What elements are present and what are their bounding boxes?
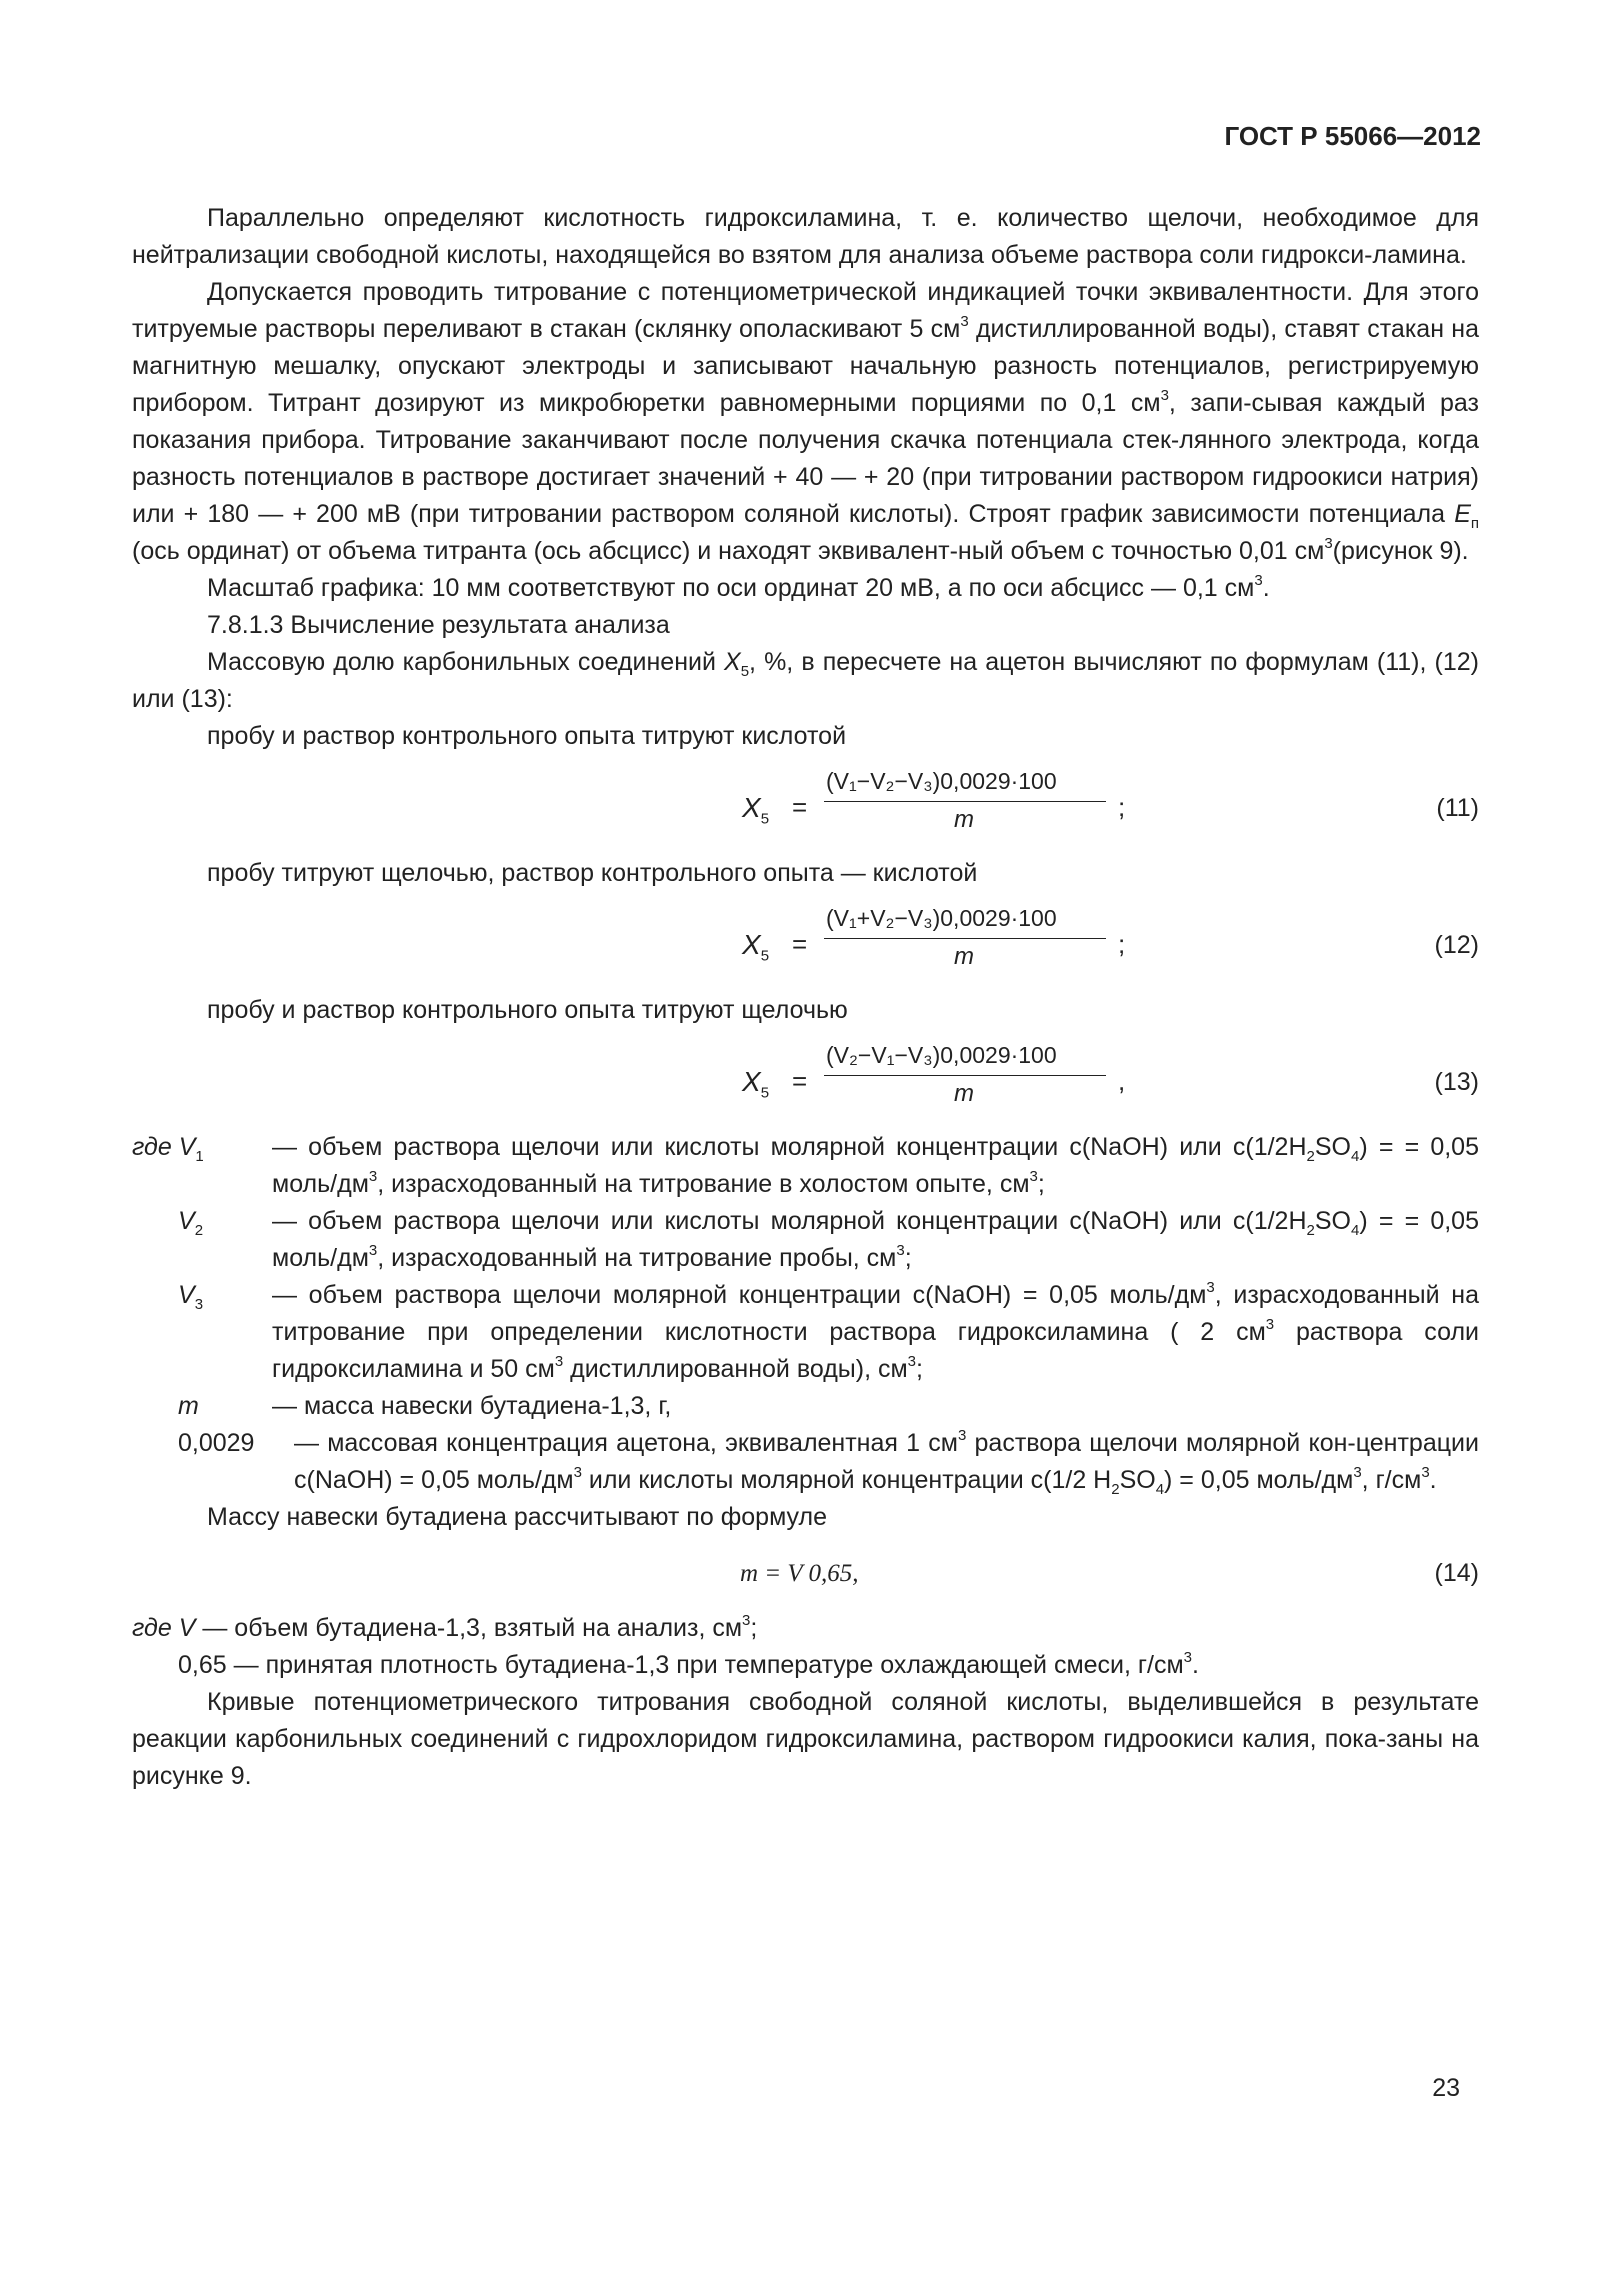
paragraph: Массовую долю карбонильных соединений $X_5$, %, в пересчете на ацетон вычисляют по формулам (11), (12) или (13): [132, 648, 1479, 713]
equation-number: (11) [1436, 794, 1479, 822]
definition-V: где V — объем бутадиена-1,3, взятый на анализ, $см^3$; [132, 1611, 758, 1642]
section-heading: 7.8.1.3 Вычисление результата анализа [207, 611, 670, 639]
definitions-list [132, 1129, 1479, 1499]
equation-number: (14) [1434, 1559, 1479, 1587]
definition-v3: $V_3$ — объем раствора щелочи молярной концентрации c(NaOH) = 0,05 моль/$дм^3$, израсходованный на титрование при определении кислотности раствора гидроксиламина ( 2 $см^3$ раствора соли гидроксиламина и 50 $см^3$ дистиллированной воды), $см^3$; [178, 1278, 1479, 1383]
formula-12: $X_5$ = (V₁+V₂−V₃)0,0029·100 m ; (12) [742, 905, 1479, 970]
definition-m: m — масса навески бутадиена-1,3, г, [178, 1392, 672, 1420]
paragraph: Допускается проводить титрование с потенциометрической индикацией точки эквивалентности. Для этого титруемые растворы переливают в стакан (склянку ополаскивают 5 $см^3$ дистиллированной воды), ставят стакан на магнитную мешалку, опускают электроды и записывают начальную разность потенциалов, регистрируемую прибором. Титрант дозируют из микробюретки равномерными порциями по 0,1 $см^3$, запи-сывая каждый раз показания прибора. Титрование заканчивают после получения скачка потенциала стек-лянного электрода, когда разность потенциалов в растворе достигает значений + 40 — + 20 (при титровании раствором гидроокиси натрия) или + 180 — + 200 мВ (при титровании раствором соляной кислоты). Строят график зависимости потенциала $E_п$ (ось ординат) от объема титранта (ось абсцисс) и находят эквивалент-ный объем с точностью 0,01 $см^3(рисунок$ 9). [132, 278, 1480, 565]
formula-14: m = V 0,65, (14) [132, 1536, 1479, 1610]
definition-v1: где $V_1$ — объем раствора щелочи или кислоты молярной концентрации c(NaOH) или $c(1/2H_2SO_4)$ = = 0,05 моль/$дм^3$, израсходованный на титрование в холостом опыте, $см^3$; [132, 1133, 1479, 1198]
formula-11: $X_5$ = (V₁−V₂−V₃)0,0029·100 m ; (11) [742, 768, 1479, 833]
definition-0-0029: 0,0029 — массовая концентрация ацетона, эквивалентная 1 $см^3$ раствора щелочи молярной кон-центрации c(NaOH) = 0,05 моль/$дм^3$ или кислоты молярной концентрации c(1/2 $H_2SO_4) = 0,05$ моль/$дм^3$, $г/см^3$. [178, 1426, 1479, 1498]
page-number: 23 [1432, 2074, 1460, 2102]
document-body [132, 200, 1479, 1795]
document-header: ГОСТ Р 55066—2012 [1224, 121, 1481, 151]
equation-number: (12) [1434, 931, 1479, 959]
paragraph: Кривые потенциометрического титрования свободной соляной кислоты, выделившейся в результате реакции карбонильных соединений с гидрохлоридом гидроксиламина, раствором гидроокиси калия, пока-заны на рисунке 9. [132, 1688, 1479, 1790]
formula-13: $X_5$ = (V₂−V₁−V₃)0,0029·100 m , (13) [742, 1042, 1479, 1107]
equation-number: (13) [1434, 1068, 1479, 1096]
paragraph: Масштаб графика: 10 мм соответствуют по оси ординат 20 мВ, а по оси абсцисс — 0,1 $см^3$. [207, 571, 1270, 602]
definition-v2: $V_2$ — объем раствора щелочи или кислоты молярной концентрации c(NaOH) или $c(1/2H_2SO_4)$ = = 0,05 моль/$дм^3$, израсходованный на титрование пробы, $см^3$; [178, 1207, 1479, 1272]
paragraph: пробу и раствор контрольного опыта титруют кислотой [207, 722, 847, 750]
paragraph: пробу титруют щелочью, раствор контрольного опыта — кислотой [207, 859, 978, 887]
paragraph: пробу и раствор контрольного опыта титруют щелочью [207, 996, 848, 1024]
paragraph: Параллельно определяют кислотность гидроксиламина, т. е. количество щелочи, необходимое для нейтрализации свободной кислоты, находящейся во взятом для анализа объеме раствора соли гидрокси-ламина. [132, 204, 1479, 269]
paragraph: Массу навески бутадиена рассчитывают по формуле [207, 1503, 827, 1531]
definition-0-65: 0,65 — принятая плотность бутадиена-1,3 при температуре охлаждающей смеси, $г/см^3$. [178, 1648, 1199, 1679]
